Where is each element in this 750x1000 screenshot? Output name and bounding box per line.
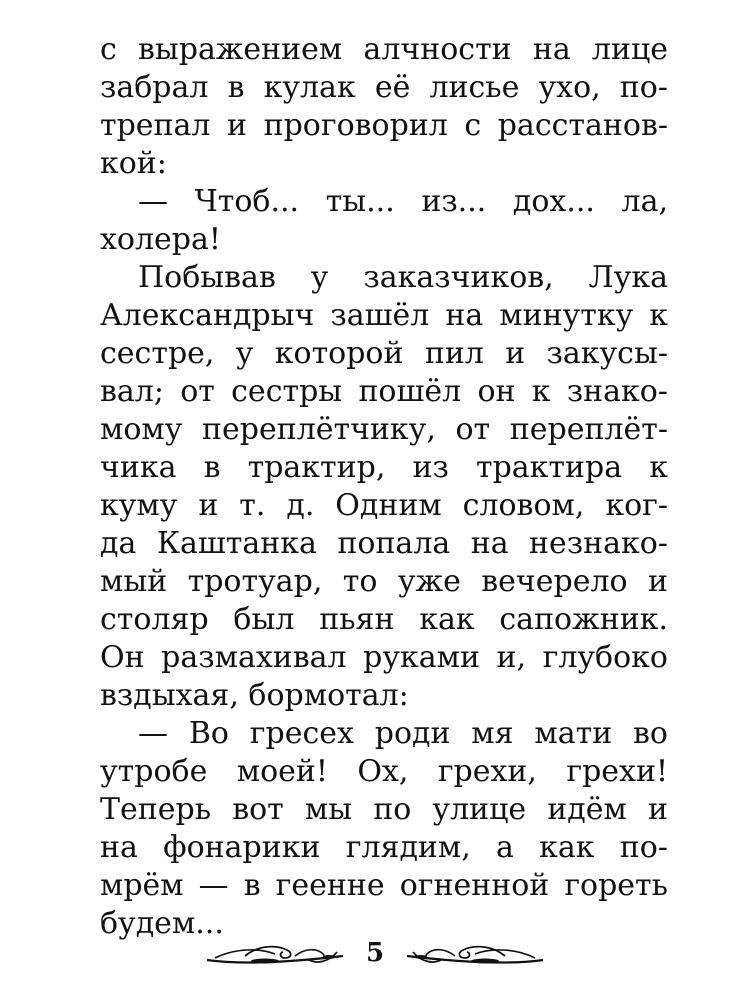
text-line: холера! xyxy=(100,222,221,257)
text-line: забрал в кулак её лисье ухо, по- xyxy=(100,70,668,105)
text-line: столяр был пьян как сапожник. xyxy=(100,602,668,637)
text-line: Теперь вот мы по улице идём и xyxy=(100,792,668,827)
page-footer xyxy=(0,930,750,980)
text-line: мый тротуар, то уже вечерело и xyxy=(100,564,668,599)
text-line: Александрыч зашёл на минутку к xyxy=(100,298,668,333)
decorative-flourish-icon xyxy=(205,938,345,972)
text-line: чика в трактир, из трактира к xyxy=(100,450,668,485)
text-line: кой: xyxy=(100,146,167,181)
text-line: — Во гресех роди мя мати во xyxy=(138,716,668,751)
text-line: с выражением алчности на лице xyxy=(100,32,668,67)
text-line: на фонарики глядим, а как по- xyxy=(100,830,668,865)
text-line: вал; от сестры пошёл он к знако- xyxy=(100,374,668,409)
text-line: куму и т. д. Одним словом, ког- xyxy=(100,488,668,523)
text-line: сестре, у которой пил и закусы- xyxy=(100,336,668,371)
text-line: мому переплётчику, от переплёт- xyxy=(100,412,668,447)
text-line: — Чтоб... ты... из... дох... ла, xyxy=(138,184,668,219)
text-line: Побывав у заказчиков, Лука xyxy=(138,260,668,295)
text-line: будем... xyxy=(100,906,224,941)
page-number: 5 xyxy=(365,938,385,968)
decorative-flourish-icon xyxy=(405,938,545,972)
text-line: вздыхая, бормотал: xyxy=(100,678,409,713)
text-line: да Каштанка попала на незнако- xyxy=(100,526,668,561)
text-line: утробе моей! Ох, грехи, грехи! xyxy=(100,754,668,789)
text-line: мрём — в геенне огненной гореть xyxy=(100,868,668,903)
text-line: трепал и проговорил с расстанов- xyxy=(100,108,668,143)
text-line: Он размахивал руками и, глубоко xyxy=(100,640,668,675)
